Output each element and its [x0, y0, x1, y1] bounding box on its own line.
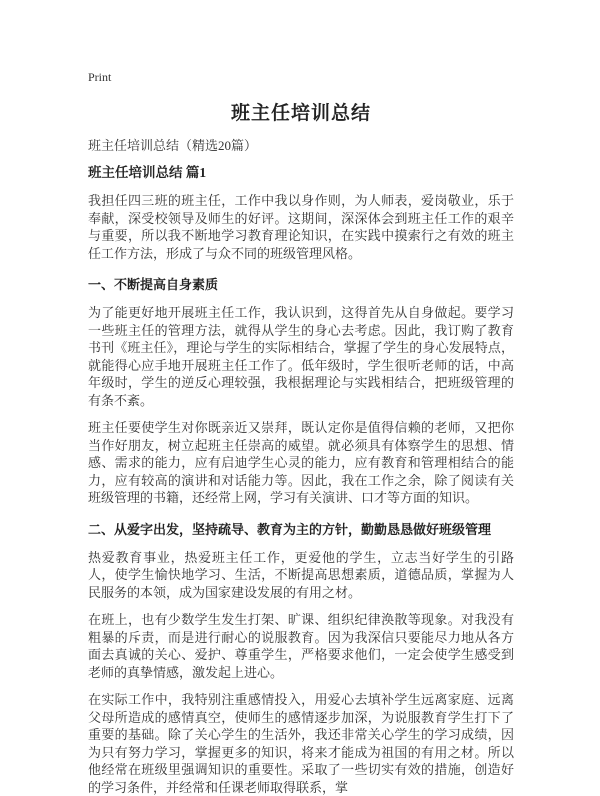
section-heading-2: 二、从爱字出发，坚持疏导、教育为主的方针，勤勤恳恳做好班级管理 [88, 521, 492, 537]
section-2-paragraph-3: 在实际工作中，我特别注重感情投入，用爱心去填补学生远离家庭、远离父母所造成的感情真空，使师生的感情逐步加深，为说服教育学生打下了重要的基础。除了关心学生的生活外，我还非常关心学生的学习成绩，因为只有努力学习，掌握更多的知识，将来才能成为祖国的有用之材。所以他经常在班级里强调知识的重要性。采取了一些切实有效的措施，创造好的学习条件，并经常和任课老师取得联系，掌 [88, 692, 514, 795]
section-1-paragraph-2: 班主任要使学生对你既亲近又崇拜，既认定你是值得信赖的老师，又把你当作好朋友，树立起班主任崇高的威望。就必须具有体察学生的思想、情感、需求的能力，应有启迪学生心灵的能力，应有教育和管理相结合的能力，应有较高的演讲和对话能力等。因此，我在工作之余，除了阅读有关班级管理的书籍，还经常上网，学习有关演讲、口才等方面的知识。 [88, 420, 514, 505]
section-2-paragraph-1: 热爱教育事业，热爱班主任工作，更爱他的学生，立志当好学生的引路人，使学生愉快地学习、生活，不断提高思想素质，道德品质，掌握为人民服务的本领，成为国家建设发展的有用之材。 [88, 549, 514, 600]
document-title: 班主任培训总结 [230, 103, 371, 124]
print-link[interactable]: Print [88, 70, 112, 84]
section-heading-1: 一、不断提高自身素质 [88, 277, 219, 292]
intro-paragraph: 我担任四三班的班主任，工作中我以身作则，为人师表，爱岗敬业，乐于奉献，深受校领导及师生的好评。这期间，深深体会到班主任工作的艰辛与重要，所以我不断地学习教育理论知识，在实践中摸索行之有效的班主任工作方法，形成了与众不同的班级管理风格。 [88, 193, 514, 261]
document-subtitle: 班主任培训总结（精选20篇） [88, 138, 258, 153]
article-heading: 班主任培训总结 篇1 [88, 165, 207, 180]
section-2-paragraph-2: 在班上，也有少数学生发生打架、旷课、组织纪律涣散等现象。对我没有粗暴的斥责，而是进行耐心的说服教育。因为我深信只要能尽力地从各方面去真诚的关心、爱护、尊重学生，严格要求他们，一定会使学生感受到老师的真挚情感，激发起上进心。 [88, 612, 514, 680]
section-1-paragraph-1: 为了能更好地开展班主任工作，我认识到，这得首先从自身做起。要学习一些班主任的管理方法，就得从学生的身心去考虑。因此，我订购了教育书刊《班主任》，理论与学生的实际相结合，掌握了学生的身心发展特点，就能得心应手地开展班主任工作了。低年级时，学生很听老师的话，中高年级时，学生的逆反心理较强，我根据理论与实践相结合，把班级管理的有条不紊。 [88, 305, 514, 408]
